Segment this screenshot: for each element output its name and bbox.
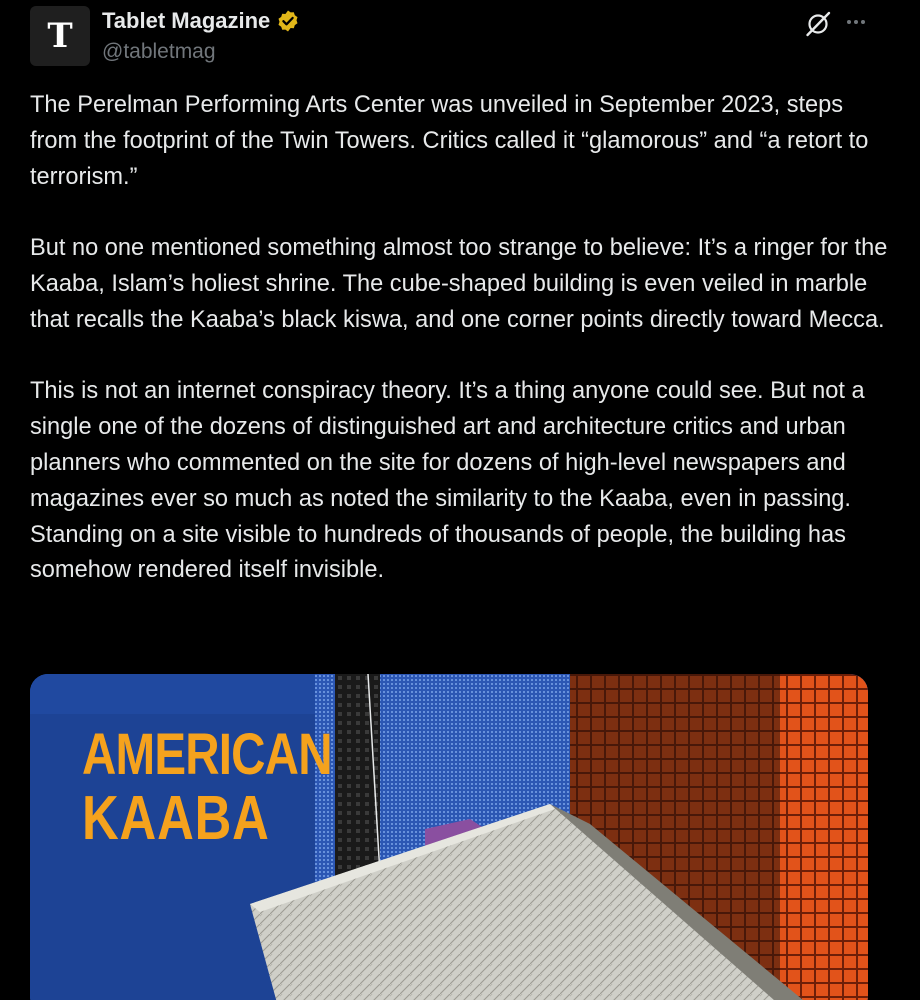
media-headline bbox=[82, 722, 332, 854]
media-headline-line2: KAABA bbox=[82, 784, 270, 853]
author-display-name[interactable]: Tablet Magazine bbox=[102, 8, 271, 33]
author-name-row bbox=[102, 8, 300, 34]
tweet-paragraph: But no one mentioned something almost too strange to believe: It’s a ringer for the Kaaba, Islam’s holiest shrine. The cube-shaped building is even veiled in marble that recalls the Kaaba’s black kiswa, and one corner points directly toward Mecca. bbox=[30, 235, 888, 333]
tweet-paragraph: The Perelman Performing Arts Center was unveiled in September 2023, steps from the footprint of the Twin Towers. Critics called it “glamorous” and “a retort to terrorism.” bbox=[30, 92, 869, 190]
tweet-media-image[interactable] bbox=[30, 674, 868, 1000]
avatar-logo-letter: T bbox=[47, 16, 73, 56]
tweet-text bbox=[30, 88, 892, 589]
more-options-icon[interactable] bbox=[842, 8, 870, 36]
verified-badge-icon[interactable] bbox=[276, 9, 300, 33]
tweet-paragraph: This is not an internet conspiracy theory. It’s a thing anyone could see. But not a single one of the dozens of distinguished art and architecture critics and urban planners who commented on the site for dozens of high-level newspapers and magazines ever so much as noted the similarity to the Kaaba, even in passing. Standing on a site visible to hundreds of thousands of people, the building has somehow rendered itself invisible. bbox=[30, 378, 865, 584]
media-headline-line1: AMERICAN bbox=[82, 722, 332, 787]
avatar[interactable] bbox=[30, 6, 90, 66]
grok-icon[interactable] bbox=[804, 10, 832, 38]
author-handle[interactable]: @tabletmag bbox=[102, 40, 216, 63]
